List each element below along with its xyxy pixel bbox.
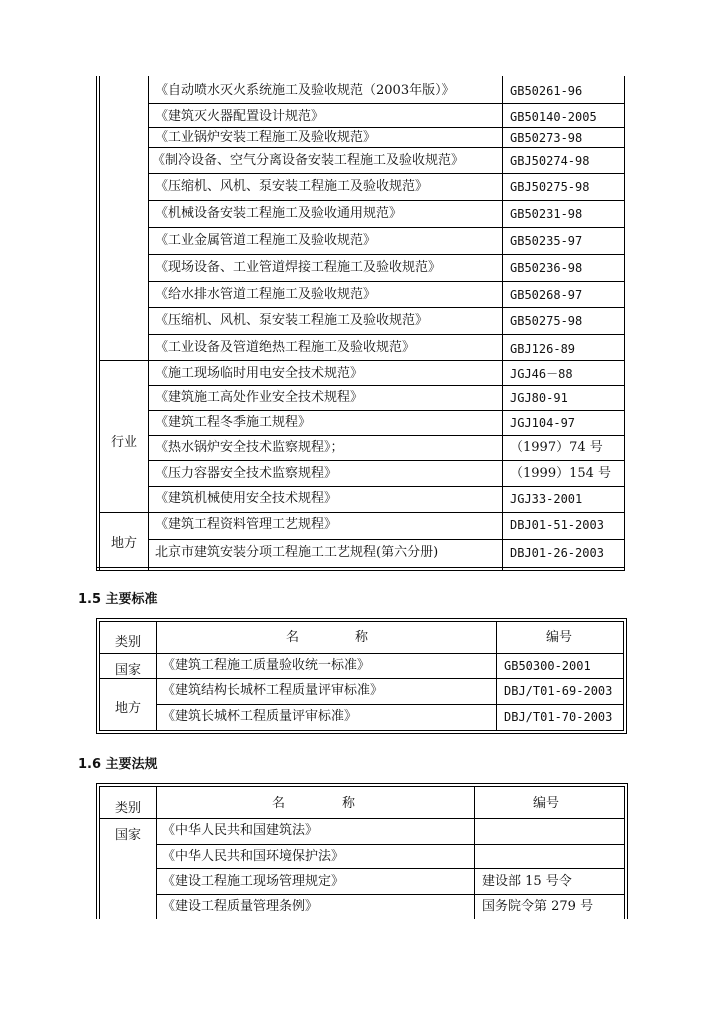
row-code: GB50300-2001 — [504, 659, 591, 673]
row-name: 《工业金属管道工程施工及验收规范》 — [155, 233, 377, 248]
row-code: GB50235-97 — [510, 234, 583, 248]
category-local: 地方 — [114, 701, 141, 716]
row-code: DBJ/T01-70-2003 — [504, 710, 613, 724]
row-code: 国务院令第 279 号 — [482, 899, 594, 914]
header-code: 编号 — [533, 796, 560, 811]
header-category: 类别 — [114, 801, 141, 816]
header-name-a: 名 — [272, 796, 286, 811]
row-code: （1999）154 号 — [510, 466, 612, 481]
row-name: 《机械设备安装工程施工及验收通用规范》 — [155, 206, 403, 221]
row-code: JGJ104-97 — [510, 416, 576, 430]
row-code: DBJ01-26-2003 — [510, 546, 604, 560]
row-code: JGJ33-2001 — [510, 492, 583, 506]
row-code: GB50231-98 — [510, 207, 583, 221]
row-code: GB50268-97 — [510, 288, 583, 302]
row-code: GBJ126-89 — [510, 342, 576, 356]
category-national: 国家 — [114, 828, 141, 843]
row-name: 《施工现场临时用电安全技术规范》 — [155, 366, 364, 381]
header-name-b: 称 — [342, 796, 356, 811]
row-code: GB50140-2005 — [510, 110, 597, 124]
row-name: 《建筑长城杯工程质量评审标准》 — [162, 709, 358, 724]
row-name: 《建筑灭火器配置设计规范》 — [155, 109, 325, 124]
row-name: 《建设工程施工现场管理规定》 — [162, 874, 345, 889]
row-code: GB50236-98 — [510, 261, 583, 275]
section-heading: 1.5 主要标准 — [78, 592, 158, 607]
row-code: GBJ50274-98 — [510, 154, 590, 168]
header-code: 编号 — [546, 630, 573, 645]
row-name: 《工业设备及管道绝热工程施工及验收规范》 — [155, 340, 416, 355]
row-code: GB50261-96 — [510, 84, 583, 98]
row-name: 《热水锅炉安全技术监察规程》； — [155, 440, 344, 455]
row-name: 《建设工程质量管理条例》 — [162, 899, 319, 914]
row-code: （1997）74 号 — [510, 440, 603, 455]
row-name: 《中华人民共和国环境保护法》 — [162, 849, 345, 864]
row-name: 《中华人民共和国建筑法》 — [162, 823, 319, 838]
row-name: 《建筑工程资料管理工艺规程》 — [155, 517, 338, 532]
row-name: 《压缩机、风机、泵安装工程施工及验收规范》 — [155, 313, 429, 328]
row-name: 《建筑机械使用安全技术规程》 — [155, 491, 338, 506]
row-code: GB50275-98 — [510, 314, 583, 328]
row-name: 《建筑工程施工质量验收统一标准》 — [162, 658, 371, 673]
category-local: 地方 — [110, 536, 137, 551]
header-name-a: 名 — [286, 630, 300, 645]
row-name: 《工业锅炉安装工程施工及验收规范》 — [155, 130, 377, 145]
row-name: 《制冷设备、空气分离设备安装工程施工及验收规范》 — [152, 153, 465, 168]
section-heading: 1.6 主要法规 — [78, 757, 158, 772]
row-code: DBJ01-51-2003 — [510, 518, 604, 532]
row-code: JGJ80-91 — [510, 391, 568, 405]
row-name: 《压缩机、风机、泵安装工程施工及验收规范》 — [155, 179, 429, 194]
row-code: GBJ50275-98 — [510, 180, 590, 194]
row-name: 《建筑结构长城杯工程质量评审标准》 — [162, 683, 384, 698]
row-code: JGJ46－88 — [510, 367, 573, 381]
row-name: 《建筑施工高处作业安全技术规程》 — [155, 390, 364, 405]
header-category: 类别 — [114, 635, 141, 650]
row-name: 《建筑工程冬季施工规程》 — [155, 415, 312, 430]
row-code: 建设部 15 号令 — [482, 874, 572, 889]
row-code: GB50273-98 — [510, 131, 583, 145]
row-name: 《现场设备、工业管道焊接工程施工及验收规范》 — [155, 260, 442, 275]
category-industry: 行业 — [110, 435, 137, 450]
row-name: 北京市建筑安装分项工程施工工艺规程(第六分册) — [155, 545, 439, 560]
category-national: 国家 — [114, 663, 141, 678]
row-name: 《自动喷水灭火系统施工及验收规范（2003年版）》 — [155, 83, 455, 98]
row-name: 《压力容器安全技术监察规程》 — [155, 466, 338, 481]
header-name-b: 称 — [355, 630, 369, 645]
row-name: 《给水排水管道工程施工及验收规范》 — [155, 287, 377, 302]
row-code: DBJ/T01-69-2003 — [504, 684, 613, 698]
